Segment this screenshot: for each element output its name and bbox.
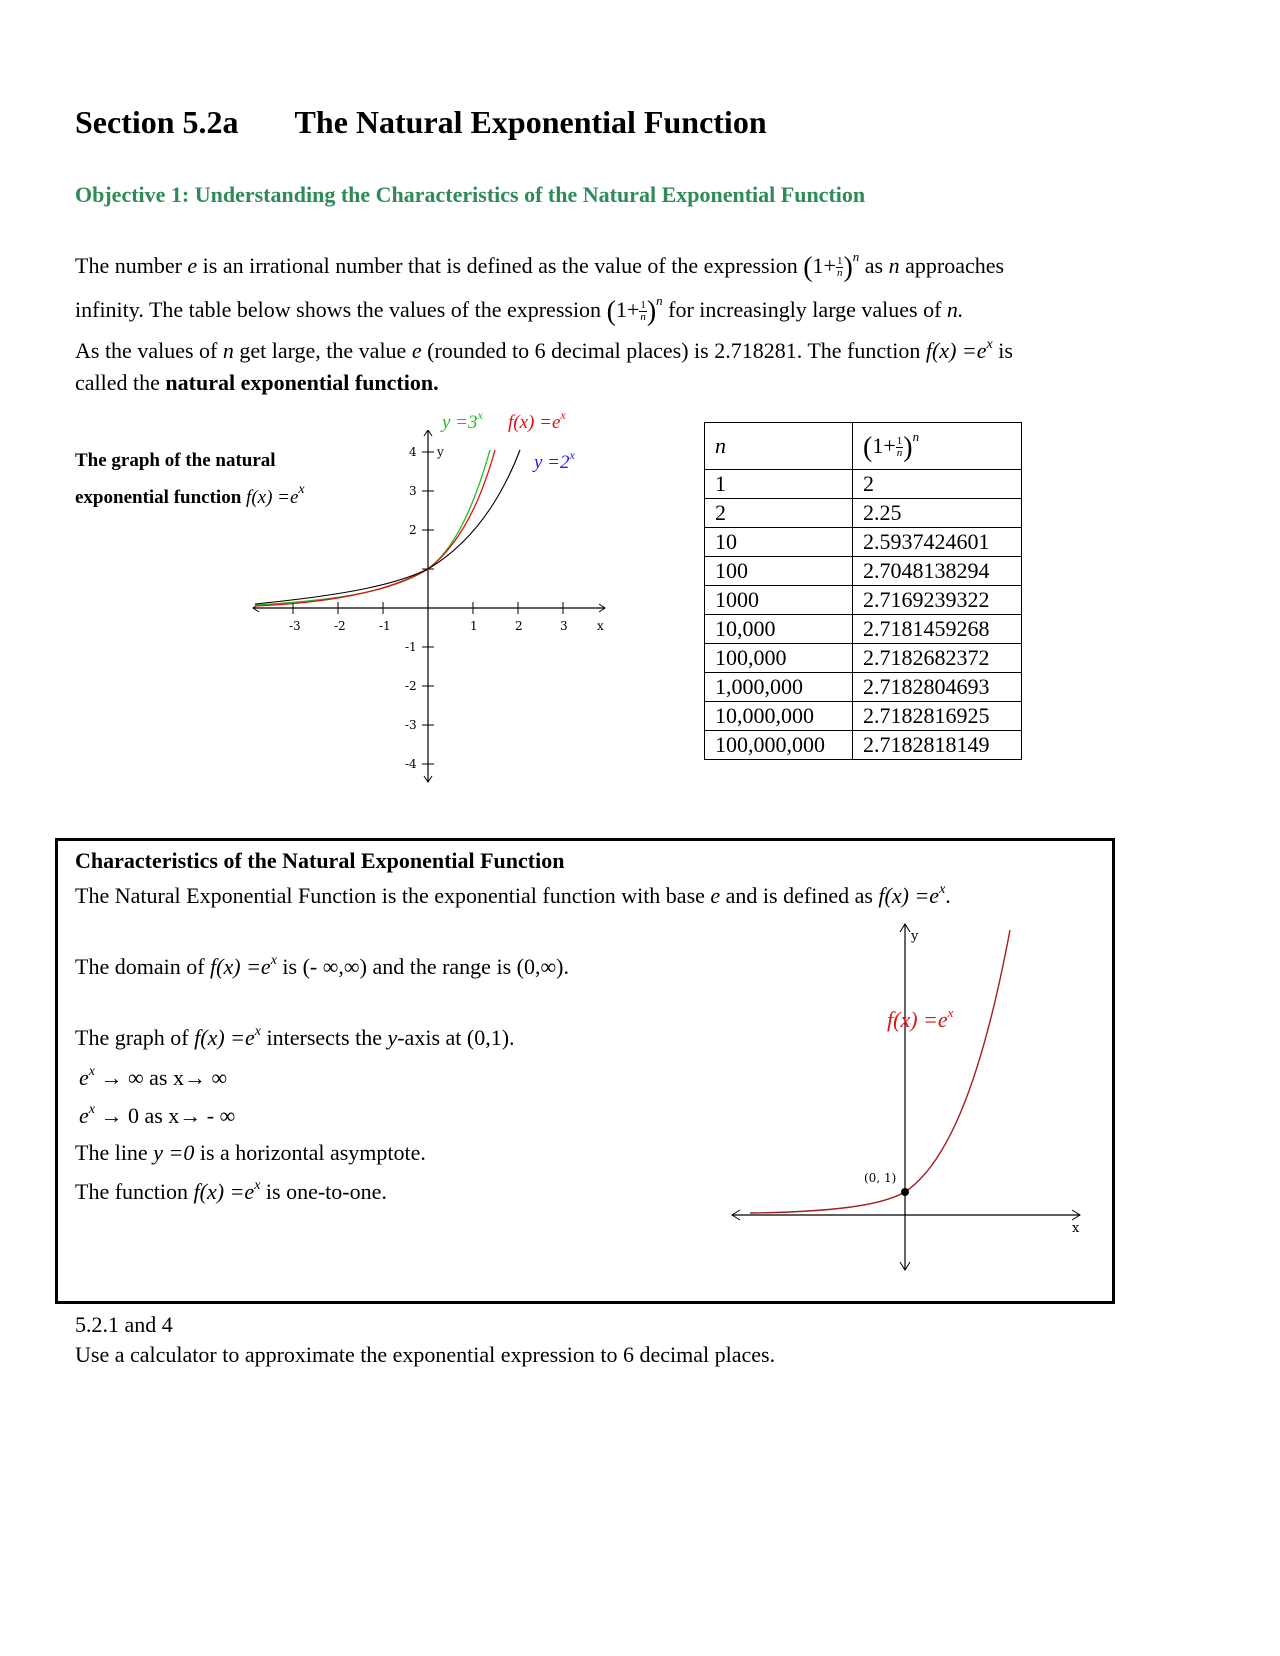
box-limit-2: $e^x \to 0$ as x→ - ∞ (79, 1102, 236, 1128)
table-cell-value: 2.5937424601 (853, 528, 1022, 557)
curve-f-ex (255, 450, 495, 606)
values-table (704, 422, 1022, 760)
table-cell-value: 2.7181459268 (853, 615, 1022, 644)
label-y-2x: $y =2^x$ (534, 448, 575, 473)
objective-heading: Objective 1: Understanding the Characteristics of the Natural Exponential Function (75, 182, 866, 207)
label-y-3x: $y =3^x$ (442, 408, 483, 433)
box-asymptote-line: The line y =0 is a horizontal asymptote. (75, 1140, 426, 1165)
table-cell-n: 10 (705, 528, 853, 557)
table-row (705, 644, 1022, 673)
table-cell-value: 2.7182804693 (853, 673, 1022, 702)
var-e: e (411, 338, 422, 363)
table-cell-value: 2.25 (853, 499, 1022, 528)
intro-text: as (864, 253, 889, 278)
intro-text: (rounded to 6 decimal places) is (421, 338, 715, 363)
table-cell-value: 2.7182682372 (853, 644, 1022, 673)
table-row (705, 731, 1022, 760)
table-row (705, 615, 1022, 644)
section-number: Section 5.2a (75, 104, 239, 140)
intro-text: is an irrational number that is defined as the value of the expression (197, 253, 804, 278)
box-definition-line: The Natural Exponential Function is the exponential function with base e and is defined as $f(x) =e^x$. (75, 882, 951, 908)
x-axis-label: x (597, 619, 604, 633)
y-tick-label: -1 (405, 640, 417, 654)
var-n: n. (946, 297, 964, 322)
x-tick-label: 1 (470, 619, 478, 633)
intro-line-1 (75, 250, 1004, 282)
var-n: n (888, 253, 900, 278)
x-tick-label: -1 (379, 619, 391, 633)
section-heading (75, 104, 767, 141)
var-n: n (222, 338, 234, 363)
table-row (705, 702, 1022, 731)
problem-reference: 5.2.1 and 4 (75, 1312, 173, 1337)
x-tick-label: -2 (334, 619, 346, 633)
table-cell-n: 100 (705, 557, 853, 586)
table-cell-value: 2 (853, 470, 1022, 499)
box-one-to-one-line: The function $f(x) =e^x$ is one-to-one. (75, 1178, 387, 1204)
box-title: Characteristics of the Natural Exponential Function (75, 848, 565, 873)
table-cell-value: 2.7182818149 (853, 731, 1022, 760)
table-row (705, 528, 1022, 557)
function-f-of-x: $f(x) =e^x$ (925, 337, 993, 363)
intercept-point-marker (901, 1188, 909, 1196)
table-header-n: n (705, 423, 853, 470)
intro-text: As the values of (75, 338, 223, 363)
intro-line-2 (75, 294, 963, 326)
y-tick-label: 3 (409, 484, 417, 498)
table-row (705, 499, 1022, 528)
intro-text: is (992, 338, 1013, 363)
y-axis-label: y (437, 445, 444, 459)
graph-caption-line-1: The graph of the natural (75, 450, 276, 471)
box-limit-1: $e^x$ → ∞ as x→ ∞ (79, 1064, 228, 1090)
y-tick-label: -4 (405, 757, 417, 771)
x-tick-label: 3 (560, 619, 568, 633)
intro-text: called the (75, 370, 166, 395)
natural-exponential-graph (720, 920, 1090, 1280)
table-cell-n: 1000 (705, 586, 853, 615)
table-cell-value: 2.7048138294 (853, 557, 1022, 586)
curve-y-3x (255, 450, 490, 605)
intro-line-3 (75, 338, 1013, 362)
box-intercept-line: The graph of $f(x) =e^x$ intersects the y-axis at (0,1). (75, 1024, 515, 1050)
table-row (705, 557, 1022, 586)
table-cell-n: 10,000,000 (705, 702, 853, 731)
table-row (705, 470, 1022, 499)
x-axis-label: x (1072, 1221, 1080, 1236)
table-cell-n: 100,000 (705, 644, 853, 673)
problem-instruction: Use a calculator to approximate the exponential expression to 6 decimal places. (75, 1342, 776, 1367)
x-tick-label: -3 (289, 619, 301, 633)
box-domain-range-line: The domain of $f(x) =e^x$ is (- ∞,∞) and the range is (0,∞). (75, 953, 569, 979)
intro-text: get large, the value (233, 338, 412, 363)
table-header-row (705, 423, 1022, 470)
exponential-graph-comparison (245, 430, 615, 790)
var-e: e (187, 253, 198, 278)
y-tick-label: -2 (405, 679, 417, 693)
intercept-point-label: (0, 1) (864, 1171, 897, 1185)
label-f-ex: $f(x) =e^x$ (508, 408, 566, 433)
graph2-function-label: $f(x) =e^x$ (887, 1005, 954, 1032)
table-row (705, 586, 1022, 615)
intro-text: approaches (899, 253, 1005, 278)
table-cell-value: 2.7169239322 (853, 586, 1022, 615)
intro-text: . The function (796, 338, 926, 363)
intro-text: The number (75, 253, 188, 278)
y-tick-label: 2 (409, 523, 417, 537)
y-axis-label: y (911, 929, 919, 944)
intro-text: for increasingly large values of (668, 297, 947, 322)
graph-caption-line-2: exponential function $f(x) =e^x$ (75, 482, 305, 508)
range-interval: (0,∞) (516, 954, 564, 979)
expression-1-plus-1-over-n: (1+ $\frac{1}{n}$ )$^n$ (606, 293, 663, 327)
intro-line-4 (75, 372, 439, 394)
table-cell-n: 1 (705, 470, 853, 499)
y-tick-label: 4 (409, 445, 417, 459)
e-value: 2.718281 (714, 338, 797, 363)
section-title: The Natural Exponential Function (294, 104, 767, 140)
x-tick-label: 2 (515, 619, 523, 633)
table-header-expression: (1+ $\frac{1}{n}$ )$^n$ (853, 423, 1022, 470)
table-cell-n: 100,000,000 (705, 731, 853, 760)
table-cell-n: 2 (705, 499, 853, 528)
term-natural-exponential-function: natural exponential function. (165, 370, 439, 395)
y-tick-label: -3 (405, 718, 417, 732)
intercept-point: (0,1) (466, 1025, 510, 1050)
table-cell-n: 10,000 (705, 615, 853, 644)
curve-y-2x (255, 450, 520, 604)
table-row (705, 673, 1022, 702)
table-cell-value: 2.7182816925 (853, 702, 1022, 731)
table-cell-n: 1,000,000 (705, 673, 853, 702)
intro-text: infinity. The table below shows the values of the expression (75, 297, 607, 322)
domain-interval: (- ∞,∞) (302, 954, 367, 979)
expression-1-plus-1-over-n: (1+ $\frac{1}{n}$ )$^n$ (803, 249, 860, 283)
